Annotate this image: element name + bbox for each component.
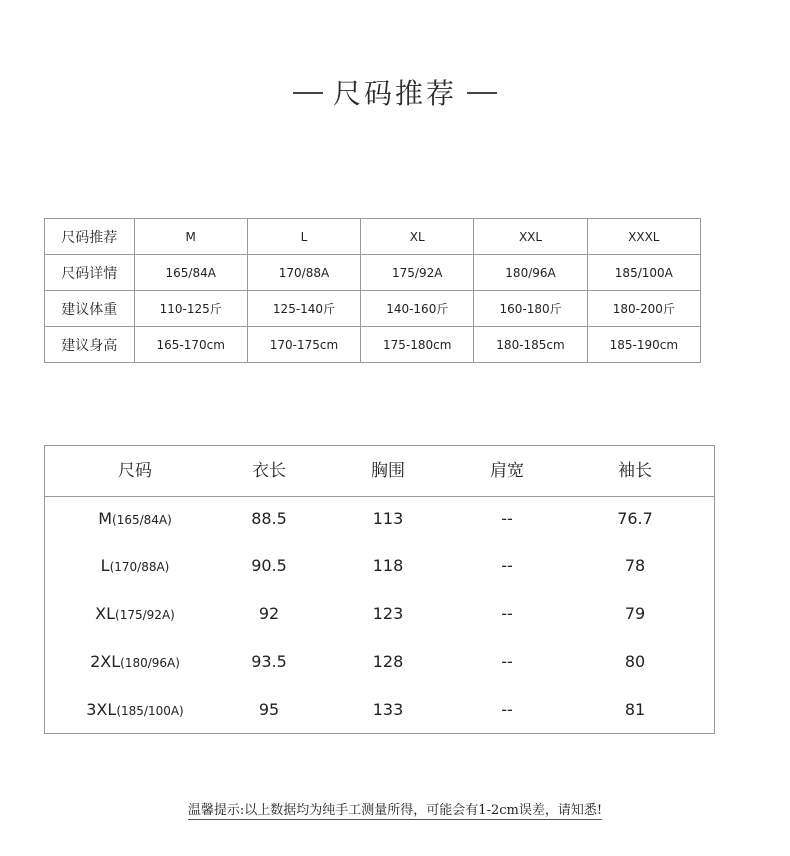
sleeve-cell: 78 [624,556,646,575]
header-size: 尺码 [118,461,152,481]
table-cell: 165-170cm [134,327,247,363]
table-row [45,327,701,363]
chest-cell: 133 [372,700,404,719]
header-chest: 胸围 [371,461,405,481]
size-cell [90,638,180,686]
sleeve-cell: 79 [624,604,646,623]
table-row [45,255,701,291]
size-detail: (185/100A) [116,704,184,718]
row-label: 建议身高 [45,327,135,363]
table-cell: 140-160斤 [361,291,474,327]
shoulder-cell: -- [501,509,513,528]
sleeve-cell: 81 [624,700,646,719]
size-measurement-table [44,445,715,734]
table-cell: XXXL [587,219,700,255]
row-label: 尺码详情 [45,255,135,291]
note-text: 温馨提示:以上数据均为纯手工测量所得，可能会有1-2cm误差，请知悉! [187,803,603,818]
shoulder-cell: -- [501,556,513,575]
table-row [45,219,701,255]
size-detail: (175/92A) [115,608,175,622]
row-label: 尺码推荐 [45,219,135,255]
table-row [45,638,714,686]
table-cell: XL [361,219,474,255]
size-label: L [100,556,110,575]
size-recommend-table [44,218,701,363]
table-row [45,542,714,590]
table-cell: 170/88A [247,255,360,291]
chest-cell: 113 [372,509,404,528]
page-title [0,72,790,112]
size-label: M [98,509,113,528]
size-detail: (165/84A) [112,513,172,527]
table-row [45,590,714,638]
header-shoulder: 肩宽 [490,461,524,481]
header-sleeve: 袖长 [618,461,652,481]
title-dash-right [467,92,497,94]
length-cell: 88.5 [251,509,287,528]
chest-cell: 118 [372,556,404,575]
size-cell [101,542,170,590]
table-row [45,495,714,543]
measurement-note [0,799,790,818]
table-cell: 125-140斤 [247,291,360,327]
table-cell: 175/92A [361,255,474,291]
table-row [45,686,714,734]
shoulder-cell: -- [501,604,513,623]
table-cell: 110-125斤 [134,291,247,327]
size-detail: (180/96A) [120,656,180,670]
size-cell [95,590,175,638]
table-cell: 160-180斤 [474,291,587,327]
size-table-header [45,446,714,497]
size-cell [98,495,172,543]
size-label: 3XL [86,700,117,719]
page-title-text: 尺码推荐 [332,77,457,110]
size-label: XL [95,604,116,623]
table-cell: 175-180cm [361,327,474,363]
chest-cell: 123 [372,604,404,623]
table-cell: XXL [474,219,587,255]
size-label: 2XL [90,652,121,671]
table-row [45,291,701,327]
table-cell: 180-200斤 [587,291,700,327]
chest-cell: 128 [372,652,404,671]
table-cell: 185-190cm [587,327,700,363]
table-cell: 165/84A [134,255,247,291]
length-cell: 92 [258,604,280,623]
length-cell: 93.5 [251,652,287,671]
shoulder-cell: -- [501,652,513,671]
table-cell: M [134,219,247,255]
shoulder-cell: -- [501,700,513,719]
length-cell: 90.5 [251,556,287,575]
sleeve-cell: 80 [624,652,646,671]
title-dash-left [293,92,323,94]
table-cell: 185/100A [587,255,700,291]
size-cell [86,686,184,734]
table-cell: 180/96A [474,255,587,291]
table-cell: 170-175cm [247,327,360,363]
sleeve-cell: 76.7 [617,509,653,528]
size-detail: (170/88A) [109,560,170,574]
row-label: 建议体重 [45,291,135,327]
table-cell: L [247,219,360,255]
length-cell: 95 [258,700,280,719]
header-length: 衣长 [252,461,286,481]
table-cell: 180-185cm [474,327,587,363]
